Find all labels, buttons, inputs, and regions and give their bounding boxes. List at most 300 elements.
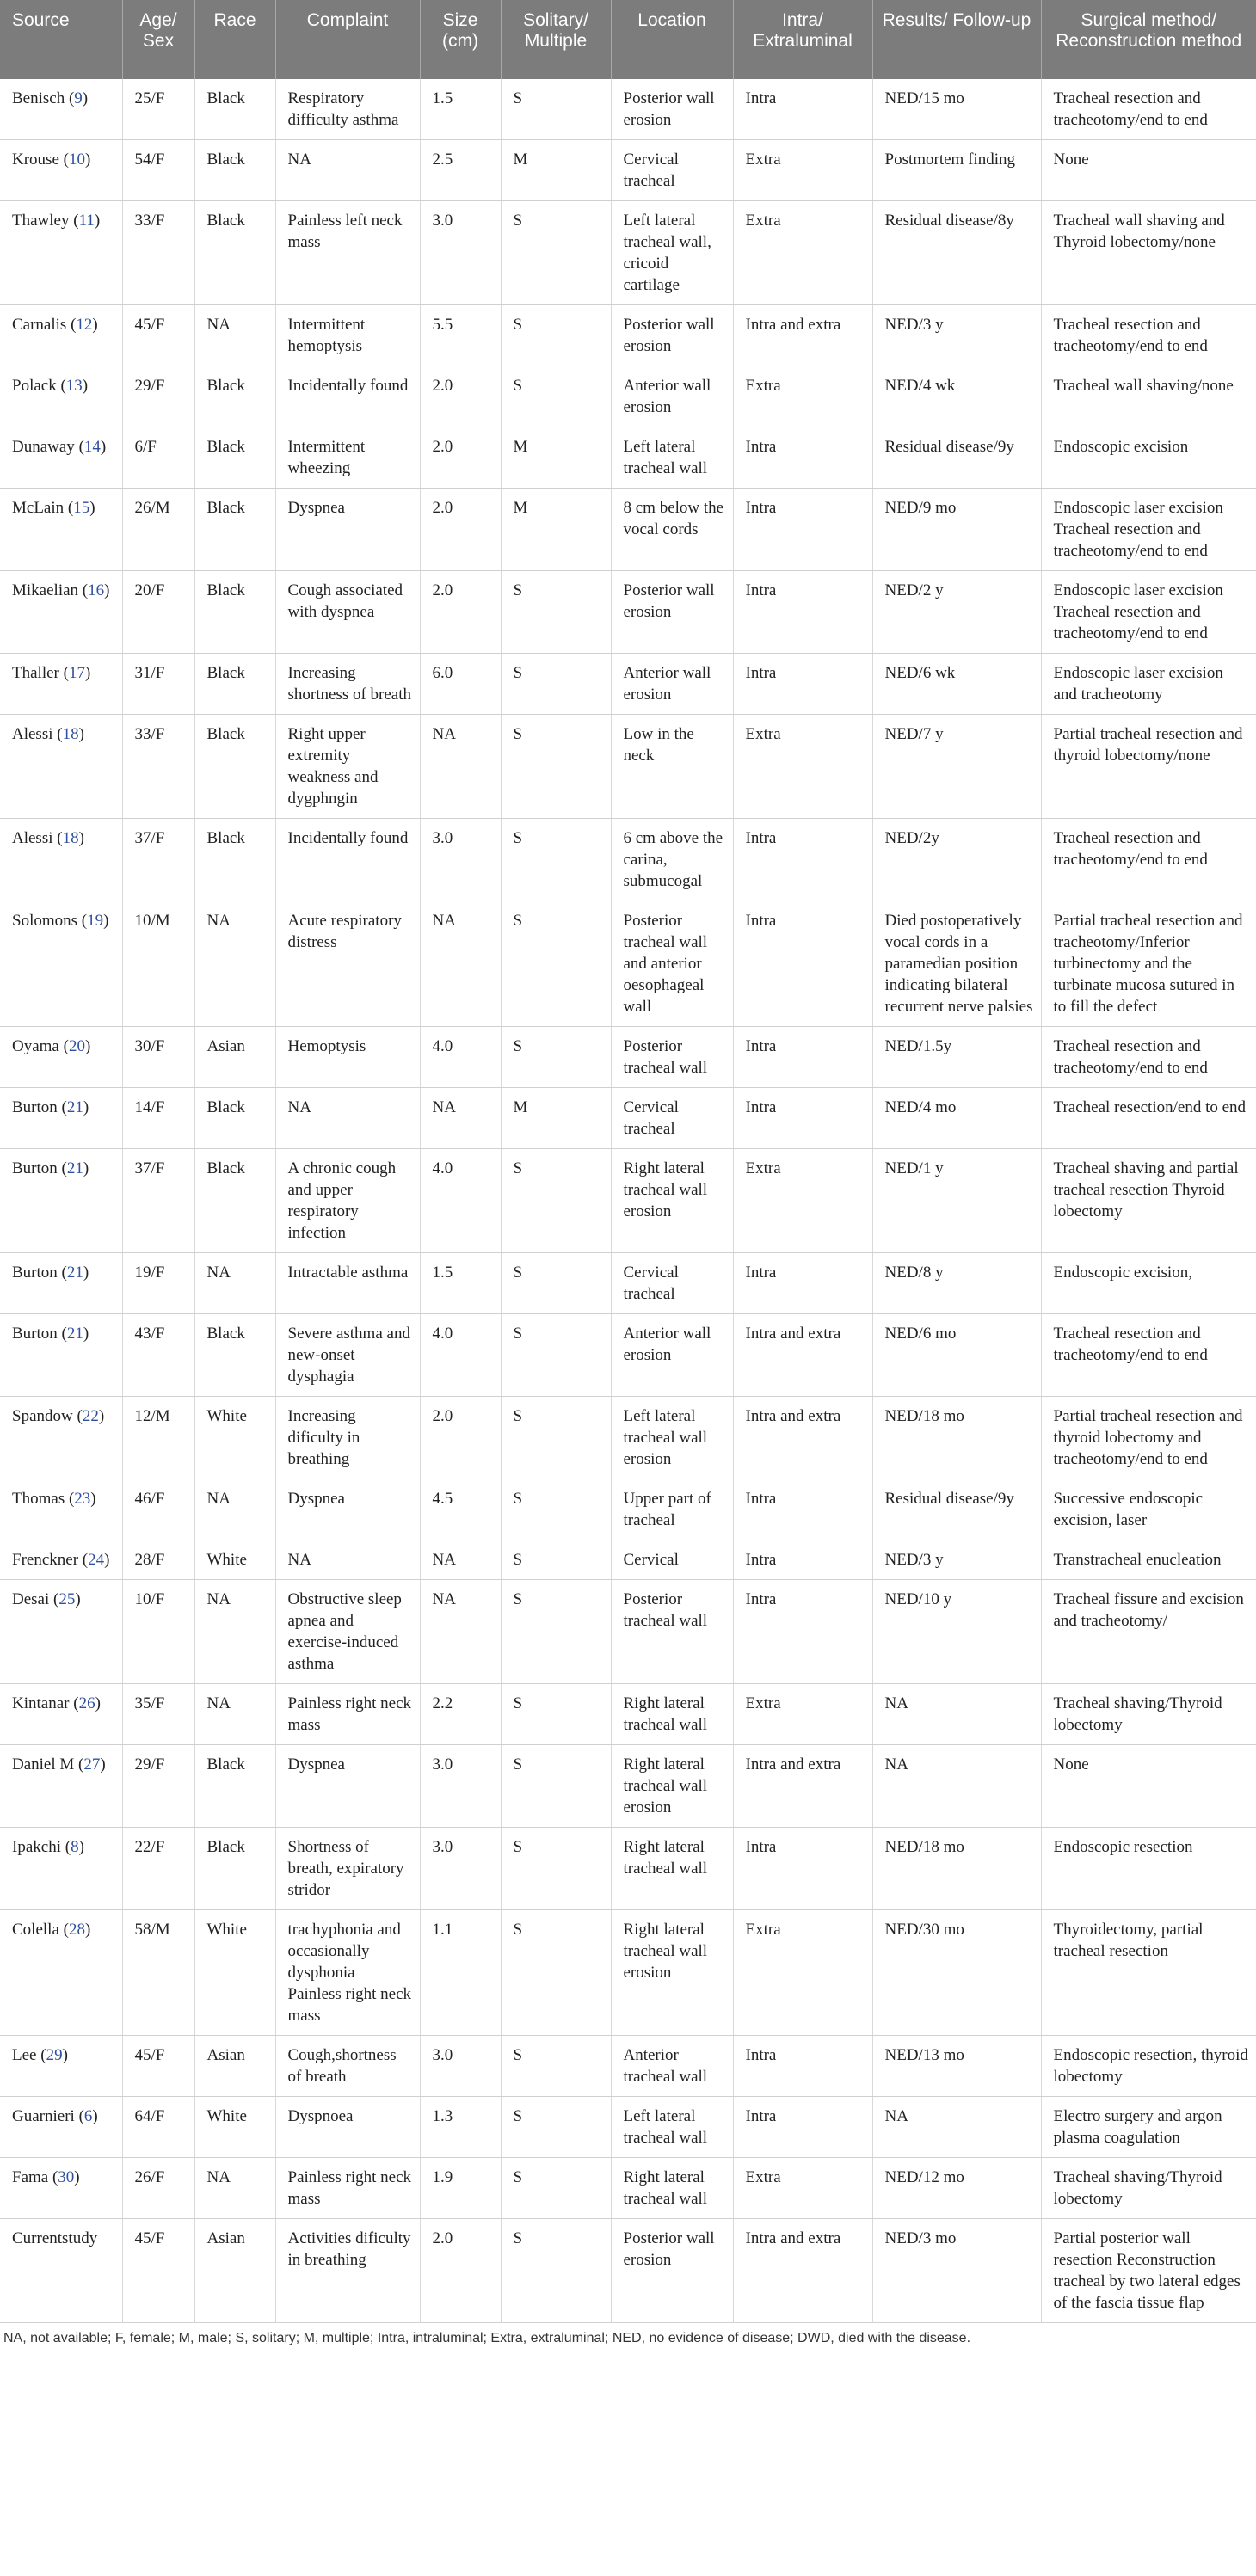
location-cell: 6 cm above the carina, submucogal (611, 819, 733, 901)
race-cell: Asian (194, 2036, 275, 2097)
source-cell: Burton (21) (0, 1149, 122, 1253)
location-cell: Right lateral tracheal wall (611, 2158, 733, 2219)
header-complaint: Complaint (275, 0, 420, 79)
size-cell: 2.5 (420, 140, 501, 201)
intra-extraluminal-cell: Extra (733, 1149, 872, 1253)
solitary-multiple-cell: S (501, 2036, 611, 2097)
intra-extraluminal-cell: Extra (733, 1684, 872, 1745)
surgical-method-cell: Endoscopic laser excision Tracheal resection and tracheotomy/end to end (1041, 489, 1256, 571)
age-sex-cell: 12/M (122, 1397, 194, 1479)
intra-extraluminal-cell: Intra (733, 654, 872, 715)
intra-extraluminal-cell: Intra (733, 427, 872, 489)
intra-extraluminal-cell: Intra (733, 901, 872, 1027)
reference-link[interactable]: 20 (68, 1037, 85, 1055)
table-row (0, 1397, 1256, 1479)
source-cell: Alessi (18) (0, 715, 122, 819)
surgical-method-cell: Partial tracheal resection and thyroid lobectomy/none (1041, 715, 1256, 819)
location-cell: Posterior wall erosion (611, 305, 733, 366)
complaint-cell: Dyspnea (275, 1479, 420, 1540)
race-cell: Black (194, 366, 275, 427)
source-cell: Daniel M (27) (0, 1745, 122, 1828)
surgical-method-cell: Tracheal wall shaving and Thyroid lobectomy/none (1041, 201, 1256, 305)
reference-link[interactable]: 21 (66, 1159, 83, 1177)
complaint-cell: Painless right neck mass (275, 1684, 420, 1745)
result-cell: NED/18 mo (872, 1397, 1041, 1479)
size-cell: NA (420, 1088, 501, 1149)
header-source: Source (0, 0, 122, 79)
location-cell: Low in the neck (611, 715, 733, 819)
solitary-multiple-cell: S (501, 654, 611, 715)
race-cell: NA (194, 1684, 275, 1745)
solitary-multiple-cell: S (501, 1580, 611, 1684)
table-row (0, 427, 1256, 489)
race-cell: Asian (194, 2219, 275, 2323)
result-cell: NED/15 mo (872, 79, 1041, 140)
race-cell: Black (194, 1088, 275, 1149)
surgical-method-cell: Partial tracheal resection and thyroid lobectomy and tracheotomy/end to end (1041, 1397, 1256, 1479)
race-cell: Black (194, 1828, 275, 1910)
race-cell: Black (194, 1745, 275, 1828)
location-cell: Upper part of tracheal (611, 1479, 733, 1540)
race-cell: NA (194, 1580, 275, 1684)
location-cell: Right lateral tracheal wall erosion (611, 1910, 733, 2036)
age-sex-cell: 43/F (122, 1314, 194, 1397)
solitary-multiple-cell: S (501, 1027, 611, 1088)
race-cell: Black (194, 819, 275, 901)
intra-extraluminal-cell: Intra (733, 1828, 872, 1910)
size-cell: NA (420, 901, 501, 1027)
complaint-cell: NA (275, 140, 420, 201)
complaint-cell: Increasing dificulty in breathing (275, 1397, 420, 1479)
intra-extraluminal-cell: Intra (733, 2097, 872, 2158)
result-cell: NED/30 mo (872, 1910, 1041, 2036)
source-cell: Alessi (18) (0, 819, 122, 901)
complaint-cell: Activities dificulty in breathing (275, 2219, 420, 2323)
result-cell: NED/6 mo (872, 1314, 1041, 1397)
age-sex-cell: 29/F (122, 366, 194, 427)
surgical-method-cell: Endoscopic excision, (1041, 1253, 1256, 1314)
location-cell: Anterior tracheal wall (611, 2036, 733, 2097)
table-footnote: NA, not available; F, female; M, male; S, solitary; M, multiple; Intra, intraluminal; Extra, extraluminal; NED, no evidence of disease; DWD, died with the disease. (3, 2331, 971, 2345)
complaint-cell: Acute respiratory distress (275, 901, 420, 1027)
header-location: Location (611, 0, 733, 79)
table-row (0, 1745, 1256, 1828)
size-cell: 1.3 (420, 2097, 501, 2158)
reference-link[interactable]: 6 (83, 2107, 93, 2125)
source-cell: Lee (29) (0, 2036, 122, 2097)
result-cell: Postmortem finding (872, 140, 1041, 201)
race-cell: White (194, 1397, 275, 1479)
complaint-cell: Severe asthma and new-onset dysphagia (275, 1314, 420, 1397)
source-cell: Carnalis (12) (0, 305, 122, 366)
location-cell: Right lateral tracheal wall (611, 1684, 733, 1745)
reference-link[interactable]: 30 (58, 2168, 75, 2186)
location-cell: Left lateral tracheal wall (611, 427, 733, 489)
size-cell: 2.0 (420, 1397, 501, 1479)
table-row (0, 1540, 1256, 1580)
solitary-multiple-cell: S (501, 2097, 611, 2158)
result-cell: NED/3 y (872, 1540, 1041, 1580)
reference-link[interactable]: 11 (78, 212, 95, 230)
solitary-multiple-cell: S (501, 79, 611, 140)
location-cell: Posterior tracheal wall (611, 1580, 733, 1684)
race-cell: Black (194, 571, 275, 654)
solitary-multiple-cell: S (501, 901, 611, 1027)
surgical-method-cell: None (1041, 140, 1256, 201)
table-row (0, 1253, 1256, 1314)
location-cell: Right lateral tracheal wall erosion (611, 1745, 733, 1828)
solitary-multiple-cell: S (501, 1828, 611, 1910)
solitary-multiple-cell: S (501, 819, 611, 901)
source-name: Burton (12, 1263, 58, 1282)
source-cell: Thawley (11) (0, 201, 122, 305)
location-cell: Right lateral tracheal wall erosion (611, 1149, 733, 1253)
location-cell: Anterior wall erosion (611, 366, 733, 427)
size-cell: 2.2 (420, 1684, 501, 1745)
reference-link[interactable]: 10 (68, 151, 85, 169)
result-cell: NED/10 y (872, 1580, 1041, 1684)
solitary-multiple-cell: S (501, 1745, 611, 1828)
reference-link[interactable]: 25 (58, 1590, 76, 1608)
solitary-multiple-cell: S (501, 1397, 611, 1479)
size-cell: NA (420, 715, 501, 819)
source-cell: Benisch (9) (0, 79, 122, 140)
intra-extraluminal-cell: Intra (733, 1479, 872, 1540)
table-row (0, 1479, 1256, 1540)
surgical-method-cell: Endoscopic resection, thyroid lobectomy (1041, 2036, 1256, 2097)
source-name: Oyama (12, 1037, 59, 1055)
race-cell: NA (194, 2158, 275, 2219)
surgical-method-cell: Tracheal resection and tracheotomy/end to end (1041, 819, 1256, 901)
result-cell: NA (872, 2097, 1041, 2158)
source-name: Thawley (12, 212, 70, 230)
age-sex-cell: 30/F (122, 1027, 194, 1088)
table-row (0, 2219, 1256, 2323)
intra-extraluminal-cell: Intra and extra (733, 1397, 872, 1479)
header-surgical-method: Surgical method/ Reconstruction method (1041, 0, 1256, 79)
table-body (0, 79, 1256, 2323)
surgical-method-cell: Electro surgery and argon plasma coagulation (1041, 2097, 1256, 2158)
size-cell: 2.0 (420, 427, 501, 489)
intra-extraluminal-cell: Intra (733, 1540, 872, 1580)
complaint-cell: Intermittent hemoptysis (275, 305, 420, 366)
age-sex-cell: 45/F (122, 2036, 194, 2097)
result-cell: NED/18 mo (872, 1828, 1041, 1910)
surgical-method-cell: Successive endoscopic excision, laser (1041, 1479, 1256, 1540)
result-cell: Residual disease/8y (872, 201, 1041, 305)
result-cell: NED/1.5y (872, 1027, 1041, 1088)
result-cell: NED/4 mo (872, 1088, 1041, 1149)
result-cell: NED/12 mo (872, 2158, 1041, 2219)
intra-extraluminal-cell: Intra and extra (733, 1745, 872, 1828)
table-header-row (0, 0, 1256, 79)
source-cell: McLain (15) (0, 489, 122, 571)
age-sex-cell: 6/F (122, 427, 194, 489)
surgical-method-cell: Tracheal resection/end to end (1041, 1088, 1256, 1149)
age-sex-cell: 33/F (122, 201, 194, 305)
race-cell: Black (194, 427, 275, 489)
source-name: Dunaway (12, 438, 75, 456)
intra-extraluminal-cell: Extra (733, 2158, 872, 2219)
reference-link[interactable]: 19 (87, 912, 104, 930)
complaint-cell: A chronic cough and upper respiratory infection (275, 1149, 420, 1253)
table-row (0, 901, 1256, 1027)
reference-link[interactable]: 21 (66, 1325, 83, 1343)
age-sex-cell: 31/F (122, 654, 194, 715)
location-cell: Cervical (611, 1540, 733, 1580)
surgical-method-cell: Partial posterior wall resection Reconstruction tracheal by two lateral edges of the fascia tissue flap (1041, 2219, 1256, 2323)
intra-extraluminal-cell: Intra (733, 571, 872, 654)
table-row (0, 489, 1256, 571)
reference-link[interactable]: 21 (66, 1098, 83, 1116)
source-cell: Oyama (20) (0, 1027, 122, 1088)
source-name: Polack (12, 377, 57, 395)
race-cell: White (194, 1910, 275, 2036)
reference-link[interactable]: 17 (68, 664, 85, 682)
surgical-method-cell: Tracheal wall shaving/none (1041, 366, 1256, 427)
size-cell: 2.0 (420, 571, 501, 654)
result-cell: NA (872, 1745, 1041, 1828)
race-cell: Black (194, 201, 275, 305)
location-cell: Cervical tracheal (611, 140, 733, 201)
race-cell: Black (194, 79, 275, 140)
source-name: Ipakchi (12, 1838, 61, 1856)
reference-link[interactable]: 24 (88, 1551, 105, 1569)
table-row (0, 366, 1256, 427)
complaint-cell: Right upper extremity weakness and dygphngin (275, 715, 420, 819)
location-cell: Posterior wall erosion (611, 79, 733, 140)
table-row (0, 571, 1256, 654)
surgical-method-cell: Tracheal resection and tracheotomy/end to end (1041, 79, 1256, 140)
complaint-cell: Obstructive sleep apnea and exercise-induced asthma (275, 1580, 420, 1684)
source-cell: Spandow (22) (0, 1397, 122, 1479)
complaint-cell: trachyphonia and occasionally dysphonia Painless right neck mass (275, 1910, 420, 2036)
age-sex-cell: 35/F (122, 1684, 194, 1745)
source-cell: Guarnieri (6) (0, 2097, 122, 2158)
reference-link[interactable]: 23 (74, 1490, 91, 1508)
result-cell: Residual disease/9y (872, 1479, 1041, 1540)
race-cell: NA (194, 1253, 275, 1314)
age-sex-cell: 45/F (122, 305, 194, 366)
race-cell: Black (194, 489, 275, 571)
result-cell: NED/2y (872, 819, 1041, 901)
table-row (0, 140, 1256, 201)
size-cell: 4.5 (420, 1479, 501, 1540)
source-name: Lee (12, 2046, 37, 2064)
reference-link[interactable]: 12 (76, 316, 93, 334)
intra-extraluminal-cell: Intra (733, 1580, 872, 1684)
surgical-method-cell: Tracheal shaving/Thyroid lobectomy (1041, 1684, 1256, 1745)
table-row (0, 654, 1256, 715)
reference-link[interactable]: 18 (62, 829, 79, 847)
reference-link[interactable]: 15 (73, 499, 90, 517)
location-cell: Posterior wall erosion (611, 2219, 733, 2323)
age-sex-cell: 26/F (122, 2158, 194, 2219)
age-sex-cell: 37/F (122, 819, 194, 901)
size-cell: 2.0 (420, 366, 501, 427)
source-cell: Krouse (10) (0, 140, 122, 201)
table-row (0, 715, 1256, 819)
reference-link[interactable]: 22 (82, 1407, 99, 1425)
source-name: Solomons (12, 912, 78, 930)
reference-link[interactable]: 29 (46, 2046, 63, 2064)
result-cell: NED/13 mo (872, 2036, 1041, 2097)
complaint-cell: Hemoptysis (275, 1027, 420, 1088)
age-sex-cell: 64/F (122, 2097, 194, 2158)
source-name: Burton (12, 1098, 58, 1116)
complaint-cell: Incidentally found (275, 819, 420, 901)
intra-extraluminal-cell: Intra (733, 819, 872, 901)
header-size: Size (cm) (420, 0, 501, 79)
complaint-cell: NA (275, 1088, 420, 1149)
age-sex-cell: 20/F (122, 571, 194, 654)
surgical-method-cell: Tracheal shaving/Thyroid lobectomy (1041, 2158, 1256, 2219)
complaint-cell: Intractable asthma (275, 1253, 420, 1314)
size-cell: 5.5 (420, 305, 501, 366)
surgical-method-cell: Tracheal resection and tracheotomy/end to end (1041, 305, 1256, 366)
intra-extraluminal-cell: Intra (733, 1027, 872, 1088)
header-race: Race (194, 0, 275, 79)
table-row (0, 2097, 1256, 2158)
reference-link[interactable]: 21 (66, 1263, 83, 1282)
complaint-cell: Respiratory difficulty asthma (275, 79, 420, 140)
solitary-multiple-cell: S (501, 1479, 611, 1540)
reference-link[interactable]: 26 (78, 1694, 95, 1712)
intra-extraluminal-cell: Intra (733, 1088, 872, 1149)
complaint-cell: Increasing shortness of breath (275, 654, 420, 715)
intra-extraluminal-cell: Intra and extra (733, 1314, 872, 1397)
reference-link[interactable]: 18 (62, 725, 79, 743)
age-sex-cell: 29/F (122, 1745, 194, 1828)
size-cell: 4.0 (420, 1027, 501, 1088)
surgical-method-cell: Tracheal fissure and excision and tracheotomy/ (1041, 1580, 1256, 1684)
table-row (0, 2036, 1256, 2097)
surgical-method-cell: Tracheal resection and tracheotomy/end to end (1041, 1314, 1256, 1397)
age-sex-cell: 26/M (122, 489, 194, 571)
race-cell: Black (194, 1314, 275, 1397)
intra-extraluminal-cell: Intra (733, 2036, 872, 2097)
source-cell: Burton (21) (0, 1088, 122, 1149)
intra-extraluminal-cell: Extra (733, 1910, 872, 2036)
source-cell: Polack (13) (0, 366, 122, 427)
table-row (0, 1314, 1256, 1397)
size-cell: 3.0 (420, 2036, 501, 2097)
race-cell: Black (194, 1149, 275, 1253)
table-row (0, 2158, 1256, 2219)
solitary-multiple-cell: M (501, 1088, 611, 1149)
size-cell: 2.0 (420, 2219, 501, 2323)
source-name: Fama (12, 2168, 49, 2186)
surgical-method-cell: Tracheal resection and tracheotomy/end to end (1041, 1027, 1256, 1088)
result-cell: NED/7 y (872, 715, 1041, 819)
result-cell: NED/4 wk (872, 366, 1041, 427)
location-cell: Left lateral tracheal wall erosion (611, 1397, 733, 1479)
source-name: Daniel M (12, 1755, 75, 1774)
location-cell: Anterior wall erosion (611, 654, 733, 715)
age-sex-cell: 45/F (122, 2219, 194, 2323)
reference-link[interactable]: 27 (83, 1755, 101, 1774)
solitary-multiple-cell: S (501, 715, 611, 819)
age-sex-cell: 37/F (122, 1149, 194, 1253)
reference-link[interactable]: 9 (74, 89, 83, 108)
header-results-follow-up: Results/ Follow-up (872, 0, 1041, 79)
race-cell: White (194, 2097, 275, 2158)
size-cell: 4.0 (420, 1314, 501, 1397)
race-cell: Black (194, 654, 275, 715)
age-sex-cell: 14/F (122, 1088, 194, 1149)
complaint-cell: Incidentally found (275, 366, 420, 427)
race-cell: NA (194, 1479, 275, 1540)
solitary-multiple-cell: S (501, 2219, 611, 2323)
source-cell: Frenckner (24) (0, 1540, 122, 1580)
reference-link[interactable]: 13 (65, 377, 83, 395)
complaint-cell: Cough associated with dyspnea (275, 571, 420, 654)
complaint-cell: Intermittent wheezing (275, 427, 420, 489)
age-sex-cell: 10/F (122, 1580, 194, 1684)
surgical-method-cell: Tracheal shaving and partial tracheal resection Thyroid lobectomy (1041, 1149, 1256, 1253)
source-cell: Ipakchi (8) (0, 1828, 122, 1910)
complaint-cell: Shortness of breath, expiratory stridor (275, 1828, 420, 1910)
solitary-multiple-cell: S (501, 571, 611, 654)
size-cell: NA (420, 1580, 501, 1684)
reference-link[interactable]: 8 (71, 1838, 79, 1856)
surgical-method-cell: Transtracheal enucleation (1041, 1540, 1256, 1580)
surgical-method-cell: Thyroidectomy, partial tracheal resection (1041, 1910, 1256, 2036)
complaint-cell: Cough,shortness of breath (275, 2036, 420, 2097)
location-cell: Left lateral tracheal wall, cricoid cartilage (611, 201, 733, 305)
source-name: Spandow (12, 1407, 73, 1425)
source-name: Thaller (12, 664, 59, 682)
size-cell: 3.0 (420, 819, 501, 901)
result-cell: Died postoperatively vocal cords in a paramedian position indicating bilateral recurrent nerve palsies (872, 901, 1041, 1027)
size-cell: 1.5 (420, 1253, 501, 1314)
location-cell: Posterior wall erosion (611, 571, 733, 654)
reference-link[interactable]: 28 (68, 1921, 85, 1939)
result-cell: NED/3 mo (872, 2219, 1041, 2323)
result-cell: NA (872, 1684, 1041, 1745)
table-row (0, 1828, 1256, 1910)
result-cell: NED/3 y (872, 305, 1041, 366)
surgical-method-cell: Endoscopic laser excision and tracheotomy (1041, 654, 1256, 715)
source-cell: Burton (21) (0, 1314, 122, 1397)
solitary-multiple-cell: S (501, 2158, 611, 2219)
source-name: Benisch (12, 89, 65, 108)
intra-extraluminal-cell: Extra (733, 201, 872, 305)
header-intra-extraluminal: Intra/ Extraluminal (733, 0, 872, 79)
source-cell: Colella (28) (0, 1910, 122, 2036)
size-cell: 1.1 (420, 1910, 501, 2036)
race-cell: White (194, 1540, 275, 1580)
age-sex-cell: 33/F (122, 715, 194, 819)
location-cell: 8 cm below the vocal cords (611, 489, 733, 571)
complaint-cell: Dyspnoea (275, 2097, 420, 2158)
surgical-method-cell: Endoscopic resection (1041, 1828, 1256, 1910)
source-name: Desai (12, 1590, 50, 1608)
result-cell: NED/6 wk (872, 654, 1041, 715)
source-cell: Kintanar (26) (0, 1684, 122, 1745)
reference-link[interactable]: 14 (83, 438, 101, 456)
size-cell: 1.9 (420, 2158, 501, 2219)
race-cell: Black (194, 140, 275, 201)
reference-link[interactable]: 16 (88, 581, 105, 599)
intra-extraluminal-cell: Extra (733, 366, 872, 427)
location-cell: Right lateral tracheal wall (611, 1828, 733, 1910)
age-sex-cell: 28/F (122, 1540, 194, 1580)
source-name: Thomas (12, 1490, 65, 1508)
result-cell: NED/8 y (872, 1253, 1041, 1314)
size-cell: 2.0 (420, 489, 501, 571)
solitary-multiple-cell: S (501, 1253, 611, 1314)
